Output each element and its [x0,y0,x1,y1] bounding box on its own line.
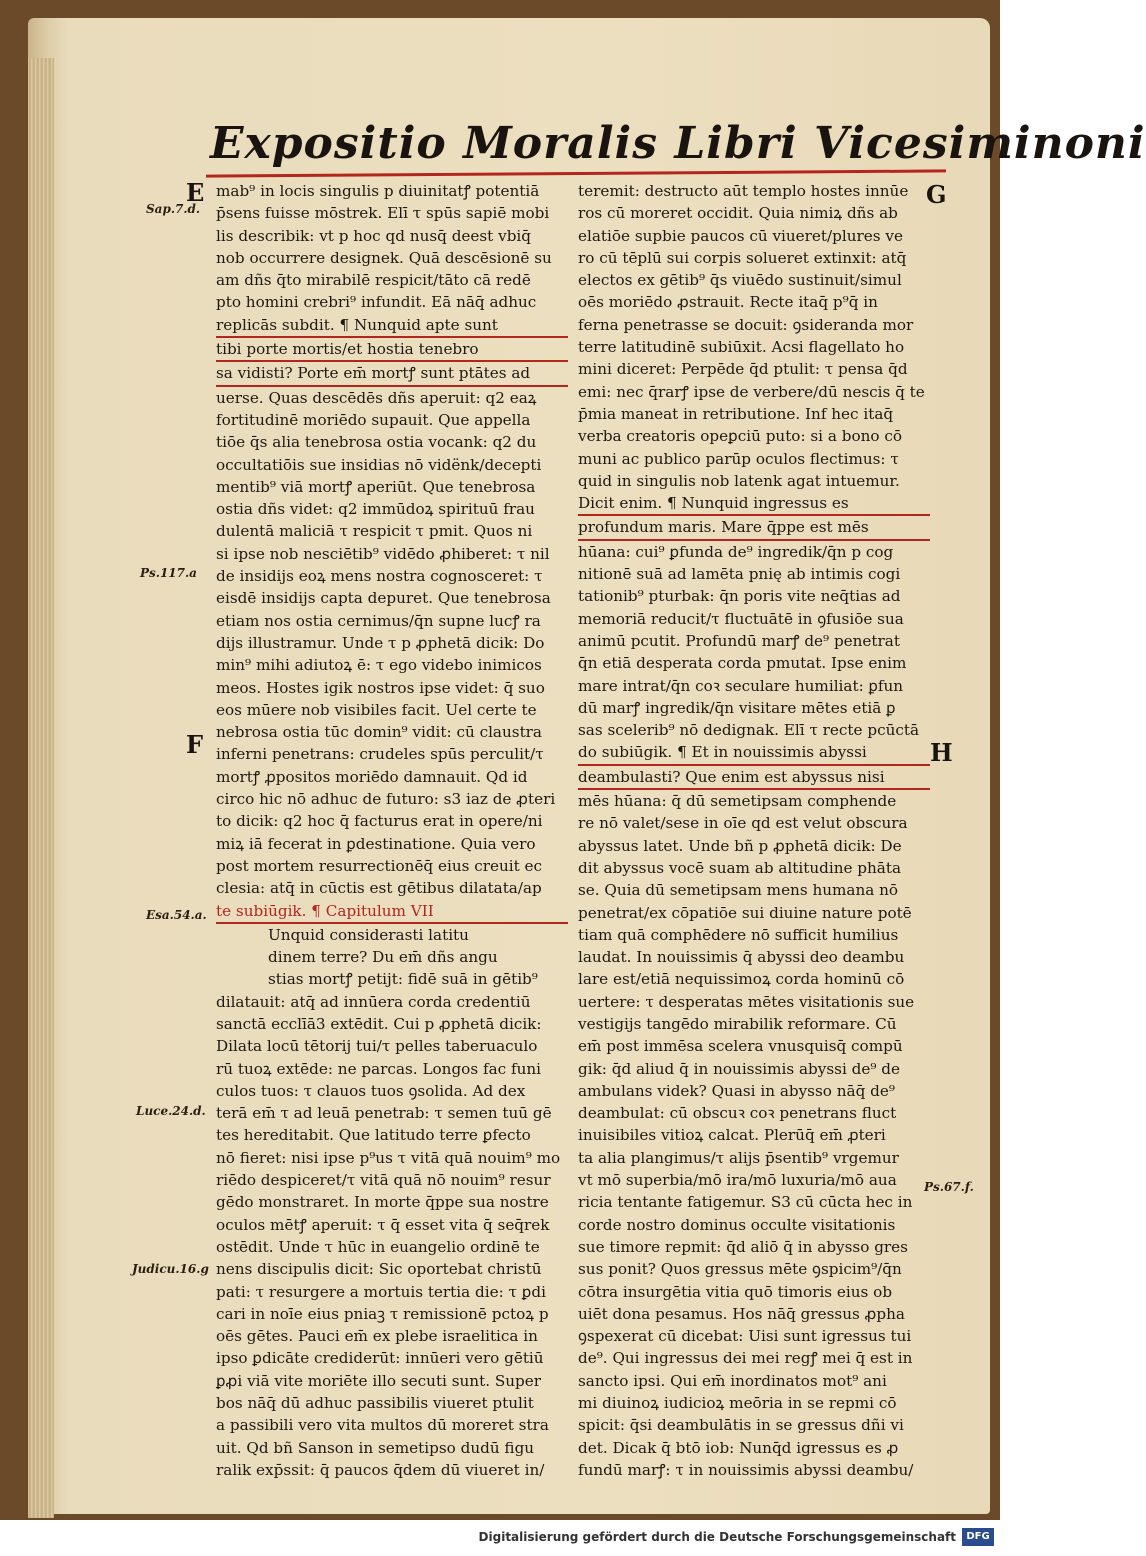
margin-note-ps117: Ps.117.a [140,566,197,580]
text-line: dilatauit: atq̄ ad innūera corda credentiū [216,992,531,1011]
text-line: to dicik: q2 hoc q̄ facturus erat in opere/ni [216,812,543,831]
text-line: Dicit enim. ¶ Nunquid ingressus es [578,492,930,516]
text-line: nebrosa ostia tūc domin⁹ vidit: cū claustra [216,723,542,742]
text-line: mini diceret: Perpēde q̄d ptulit: τ pensa q̄d [578,360,908,379]
text-line: te subiūgik. ¶ Capitulum VII [216,900,568,924]
text-line: ambulans videk? Quasi in abysso nāq̄ de⁹ [578,1081,895,1100]
text-line: post mortem resurrectionēq̄ eius creuit ec [216,856,543,875]
text-line: de insidijs eoꝝ mens nostra cognosceret: τ [216,567,543,586]
text-line: memoriā reducit/τ fluctuātē in ꝯfusiōe sua [578,609,904,628]
text-line: ferna penetrasse se docuit: ꝯsideranda mor [578,315,914,334]
text-line: nitionē suā ad lamēta pnię ab intimis cogi [578,565,901,584]
dfg-logo: DFG [962,1528,994,1546]
text-line: culos tuos: τ clauos tuos ꝯsolida. Ad dex [216,1081,526,1100]
text-line: nens discipulis dicit: Sic oportebat christū [216,1260,542,1279]
text-line: sanctā ecclīā3 extēdit. Cui p ꝓphetā dicik: [216,1014,542,1033]
text-line: dijs illustramur. Unde τ p ꝓphetā dicik: Do [216,633,545,652]
text-line: pto homini crebri⁹ infundit. Eā nāq̄ adhuc [216,293,537,312]
text-line: electos ex gētib⁹ q̄s viuēdo sustinuit/simul [578,271,902,290]
text-line: clesia: atq̄ in cūctis est gētibus dilatata/ap [216,879,542,898]
signature-mark-top-left: E [186,178,205,207]
text-line: cari in noīe eius pniaꝫ τ remissionē pctoꝝ p [216,1304,549,1323]
text-line: oēs gētes. Pauci em̄ ex plebe israelitica in [216,1327,538,1346]
text-line: si ipse nob nesciētib⁹ vidēdo ꝓhiberet: τ nil [216,544,550,563]
text-line: animū pcutit. Profundū marꝭ de⁹ penetrat [578,631,900,650]
page-edge [28,58,54,1518]
text-line: terre latitudinē subiūxit. Acsi flagellato ho [578,338,905,357]
text-line: quid in singulis nob latenk agat intuemur. [578,471,900,490]
signature-mark-mid-left: F [186,730,204,759]
margin-note-sap: Sap.7.d. [146,202,201,216]
text-line: min⁹ mihi adiutoꝝ ē: τ ego videbo inimicos [216,656,542,675]
text-line: emi: nec q̄rarꝭ ipse de verbere/dū nescis q̄ te [578,382,925,401]
text-line: muni ac publico parūp oculos flectimus: τ [578,449,899,468]
text-line: profundum maris. Mare q̄ppe est mēs [578,516,930,540]
text-line: sue timore repmit: q̄d aliō q̄ in abysso gres [578,1237,908,1256]
text-line: dū marꝭ ingredik/q̄n visitare mētes etiā ꝑ [578,698,896,717]
margin-note-ps67: Ps.67.f. [924,1180,974,1194]
text-line: vt mō superbia/mō ira/mō luxuria/mō aua [578,1171,897,1190]
right-text-column [578,180,930,1481]
text-line: eisdē insidijs capta depuret. Que tenebrosa [216,589,551,608]
text-line: p̄mia maneat in retributione. Inf hec itaq̄ [578,404,894,423]
text-line: tibi porte mortis/et hostia tenebro [216,338,568,362]
text-line: gik: q̄d aliud q̄ in nouissimis abyssi de⁹ de [578,1059,900,1078]
text-line: ta alia plangimus/τ alijs p̄sentib⁹ vrgemur [578,1148,899,1167]
text-line: ricia tentante fatigemur. S3 cū cūcta hec in [578,1193,913,1212]
text-line: det. Dicak q̄ btō iob: Nunq̄d igressus es ꝓ [578,1438,899,1457]
text-line: mentib⁹ viā mortꝭ aperiūt. Que tenebrosa [216,477,536,496]
text-line: meos. Hostes igik nostros ipse videt: q̄ suo [216,678,545,697]
text-line: tiam quā comphēdere nō sufficit humilius [578,925,899,944]
margin-note-iudic: Judicu.16.g [132,1262,209,1276]
footer-bar [0,1520,1000,1556]
text-line: uit. Qd bñ Sanson in semetipso dudū figu [216,1438,535,1457]
text-line: cōtra insurgētia vitia quō timoris eius ob [578,1282,893,1301]
text-line: am dñs q̄to mirabilē respicit/tāto cā redē [216,271,531,290]
text-line: deambulasti? Que enim est abyssus nisi [578,766,930,790]
text-line: terā em̄ τ ad leuā penetrab: τ semen tuū gē [216,1104,552,1123]
text-line: re nō valet/sese in oīe qd est velut obscura [578,814,908,833]
text-line: penetrat/ex cōpatiōe sui diuine nature potē [578,903,912,922]
text-line: ostia dñs videt: q2 immūdoꝝ spirituū frau [216,500,535,519]
text-line: miꝝ iā fecerat in ꝑdestinatione. Quia vero [216,834,536,853]
text-line: eos mūere nob visibiles facit. Uel certe te [216,700,537,719]
text-line: stias mortꝭ petijt: fidē suā in gētib⁹ [268,970,538,989]
text-line: rū tuoꝝ extēde: ne parcas. Longos fac funi [216,1059,541,1078]
text-line: occultatiōis sue insidias nō vidënk/decepti [216,455,542,474]
text-line: Dilata locū tētorij tui/τ pelles taberuaculo [216,1037,538,1056]
text-line: ro cū tēplū sui corpis solueret extinxit: atq̄ [578,248,907,267]
text-line: se. Quia dū semetipsam mens humana nō [578,881,899,900]
text-line: Unquid considerasti latitu [268,925,469,944]
text-line: oculos mētꝭ aperuit: τ q̄ esset vita q̄ seq̄rek [216,1215,550,1234]
signature-mark-top-right: G [926,180,947,209]
text-line: sus ponit? Quos gressus mēte ꝯspicim⁹/q̄n [578,1260,902,1279]
text-line: mi diuinoꝝ iudicioꝝ meōria in se repmi cō [578,1394,897,1413]
text-line: deambulat: cū obscuꝛ coꝛ penetrans fluct [578,1104,897,1123]
text-line: tes hereditabit. Que latitudo terre ꝑfecto [216,1126,531,1145]
text-line: hūana: cui⁹ ꝑfunda de⁹ ingredik/q̄n p cog [578,542,894,561]
text-line: mab⁹ in locis singulis p diuinitatꝭ potentiā [216,182,540,200]
text-line: laudat. In nouissimis q̄ abyssi deo deambu [578,948,905,967]
text-line: fortitudinē moriēdo supauit. Que appella [216,410,531,429]
text-line: dulentā maliciā τ respicit τ pmit. Quos ni [216,522,533,541]
text-line: a passibili vero vita multos dū moreret stra [216,1416,549,1435]
text-line: teremit: destructo aūt templo hostes innūe [578,182,909,200]
text-line: inferni penetrans: crudeles spūs perculit/τ [216,745,544,764]
text-line: verba creatoris opeꝑciū puto: si a bono cō [578,427,903,446]
text-line: em̄ post immēsa scelera vnusquisq̄ compū [578,1037,903,1056]
text-line: inuisibiles vitioꝝ calcat. Plerūq̄ em̄ ꝓteri [578,1126,886,1145]
text-line: elatiōe supbie paucos cū viueret/plures ve [578,226,903,245]
text-line: spicit: q̄si deambulātis in se gressus dñi vi [578,1416,904,1435]
text-line: bos nāq̄ dū adhuc passibilis viueret ptulit [216,1394,534,1413]
text-line: gēdo monstraret. In morte q̄ppe sua nostre [216,1193,549,1212]
text-line: lare est/etiā nequissimoꝝ corda hominū cō [578,970,905,989]
text-line: ꝯspexerat cū dicebat: Uisi sunt igressus tui [578,1327,912,1346]
text-line: mortꝭ ꝓpositos moriēdo damnauit. Qd id [216,767,528,786]
text-line: riēdo despiceret/τ vitā quā nō nouim⁹ resur [216,1171,551,1190]
text-line: p̄sens fuisse mōstrek. Elī τ spūs sapiē mobi [216,204,550,223]
page-title: Expositio Moralis Libri Vicesiminoni [210,118,1146,169]
text-line: fundū marꝭ: τ in nouissimis abyssi deambu/ [578,1460,914,1479]
left-text-column [216,180,568,1481]
text-line: uerse. Quas descēdēs dñs aperuit: q2 eaꝝ [216,388,537,407]
text-line: nō fieret: nisi ipse p⁹us τ vitā quā nouim⁹ mo [216,1148,561,1167]
text-line: dit abyssus vocē suam ab altitudine phāta [578,858,902,877]
text-line: ꝑꝓi viā vite moriēte illo secuti sunt. Super [216,1371,542,1390]
text-line: uertere: τ desperatas mētes visitationis sue [578,992,915,1011]
text-line: dinem terre? Du em̄ dñs angu [268,948,498,967]
funding-credit: Digitalisierung gefördert durch die Deutsche Forschungsgemeinschaft [478,1530,956,1544]
text-line: tationib⁹ pturbak: q̄n poris vite neq̄tias ad [578,587,901,606]
text-line: tiōe q̄s alia tenebrosa ostia vocank: q2 du [216,433,537,452]
text-line: do subiūgik. ¶ Et in nouissimis abyssi [578,741,930,765]
text-line: de⁹. Qui ingressus dei mei regꝭ mei q̄ est in [578,1349,913,1368]
text-line: q̄n etiā desperata corda pmutat. Ipse enim [578,654,907,673]
text-line: nob occurrere designek. Quā descēsionē su [216,248,552,267]
text-line: ros cū moreret occidit. Quia nimiꝝ dñs ab [578,204,898,223]
text-line: lis describik: vt p hoc qd nusq̄ deest vbiq̄ [216,226,531,245]
text-line: ostēdit. Unde τ hūc in euangelio ordinē te [216,1237,540,1256]
text-line: pati: τ resurgere a mortuis tertia die: τ ꝑdi [216,1282,546,1301]
text-line: oēs moriēdo ꝓstrauit. Recte itaq̄ p⁹q̄ in [578,293,878,312]
text-line: sa vidisti? Porte em̄ mortꝭ sunt ptātes ad [216,362,568,386]
text-line: etiam nos ostia cernimus/q̄n supne lucꝭ ra [216,611,541,630]
text-line: abyssus latet. Unde bñ p ꝓphetā dicik: De [578,836,902,855]
text-line: ralik exp̄ssit: q̄ paucos q̄dem dū viueret in/ [216,1460,545,1479]
text-line: circo hic nō adhuc de futuro: s3 iaz de ꝓteri [216,790,556,809]
text-line: ipso ꝑdicāte crediderūt: innūeri vero gētiū [216,1349,544,1368]
text-line: mēs hūana: q̄ dū semetipsam comphende [578,792,897,811]
margin-note-esa: Esa.54.a. [146,908,207,922]
text-line: replicās subdit. ¶ Nunquid apte sunt [216,314,568,338]
signature-mark-mid-right: H [930,738,953,767]
text-line: vestigijs tangēdo mirabilik reformare. Cū [578,1014,897,1033]
text-line: corde nostro dominus occulte visitationis [578,1215,896,1234]
text-line: uiēt dona pesamus. Hos nāq̄ gressus ꝓpha [578,1304,905,1323]
margin-note-luce: Luce.24.d. [136,1104,206,1118]
text-line: sancto ipsi. Qui em̄ inordinatos mot⁹ ani [578,1371,887,1390]
text-line: sas scelerib⁹ nō dedignak. Elī τ recte pcūctā [578,721,920,740]
text-line: mare intrat/q̄n coꝛ seculare humiliat: ꝑfun [578,676,904,695]
